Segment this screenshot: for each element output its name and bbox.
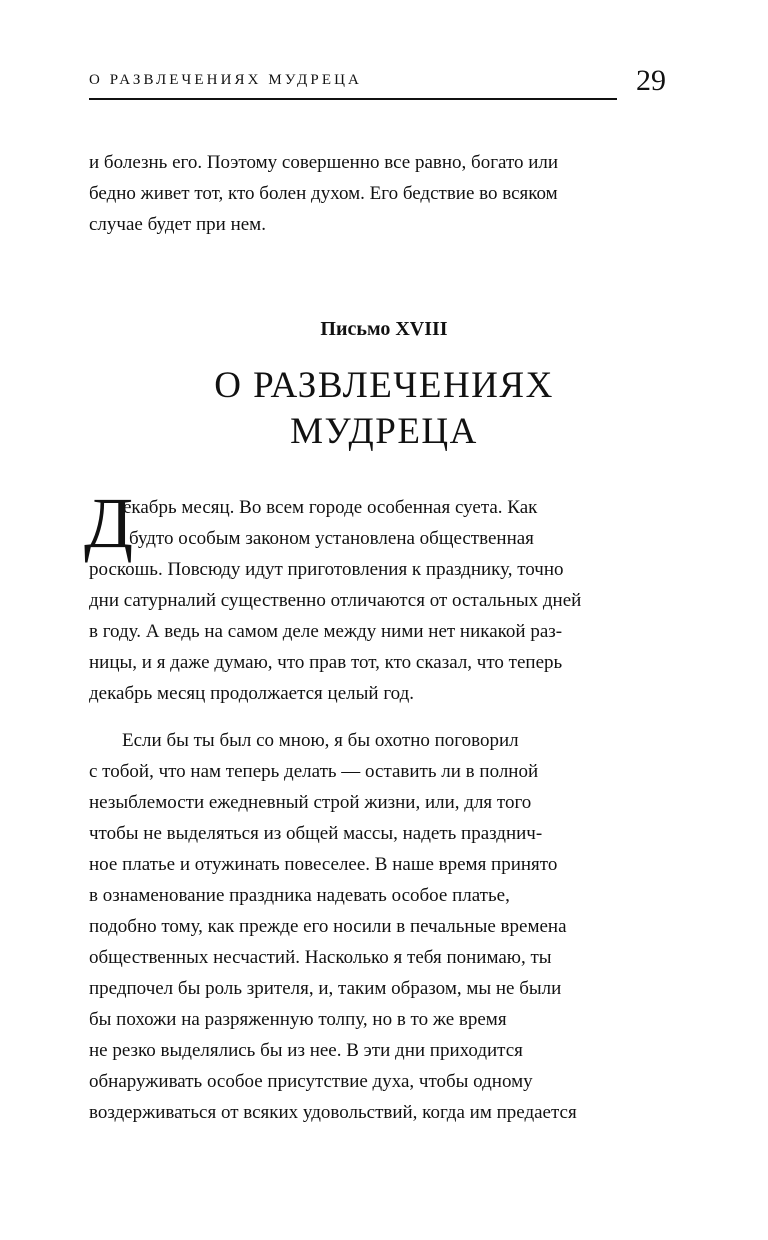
chapter-title-line: МУДРЕЦА (290, 411, 478, 452)
paragraph-line: незыблемости ежедневный строй жизни, или, для того (89, 792, 532, 813)
paragraph-line: ницы, и я даже думаю, что прав тот, кто сказал, что теперь (89, 652, 563, 673)
drop-cap: Д (84, 483, 134, 563)
intro-line: бедно живет тот, кто болен духом. Его бедствие во всяком (89, 183, 558, 204)
paragraph-line: обнаруживать особое присутствие духа, чтобы одному (89, 1071, 533, 1092)
page-number: 29 (636, 64, 666, 97)
paragraph-line: в году. А ведь на самом деле между ними нет никакой раз- (89, 621, 563, 642)
paragraph-line: Если бы ты был со мною, я бы охотно поговорил (122, 730, 519, 751)
intro-line: и болезнь его. Поэтому совершенно все равно, богато или (89, 152, 559, 173)
paragraph-line: будто особым законом установлена общественная (129, 528, 534, 549)
letter-label: Письмо XVIII (320, 318, 448, 340)
paragraph-line: подобно тому, как прежде его носили в печальные времена (89, 916, 567, 937)
paragraph-line: воздерживаться от всяких удовольствий, когда им предается (89, 1102, 577, 1123)
paragraph-line: екабрь месяц. Во всем городе особенная суета. Как (123, 497, 538, 518)
paragraph-line: чтобы не выделяться из общей массы, надеть празднич- (89, 823, 543, 844)
running-title: О РАЗВЛЕЧЕНИЯХ МУДРЕЦА (89, 72, 362, 88)
intro-line: случае будет при нем. (89, 214, 266, 235)
paragraph-line: общественных несчастий. Насколько я тебя понимаю, ты (89, 947, 552, 968)
paragraph-line: с тобой, что нам теперь делать — оставить ли в полной (89, 761, 539, 782)
paragraph-line: ное платье и отужинать повеселее. В наше время принято (89, 854, 558, 875)
paragraph-line: дни сатурналий существенно отличаются от остальных дней (89, 590, 582, 611)
paragraph-line: предпочел бы роль зрителя, и, таким образом, мы не были (89, 978, 562, 999)
paragraph-line: в ознаменование праздника надевать особое платье, (89, 885, 510, 906)
paragraph-line: роскошь. Повсюду идут приготовления к празднику, точно (89, 559, 564, 580)
chapter-title-line: О РАЗВЛЕЧЕНИЯХ (214, 365, 554, 406)
paragraph-line: не резко выделялись бы из нее. В эти дни приходится (89, 1040, 523, 1061)
paragraph-line: бы похожи на разряженную толпу, но в то же время (89, 1009, 507, 1030)
running-header (89, 70, 617, 100)
paragraph-line: декабрь месяц продолжается целый год. (89, 683, 415, 704)
